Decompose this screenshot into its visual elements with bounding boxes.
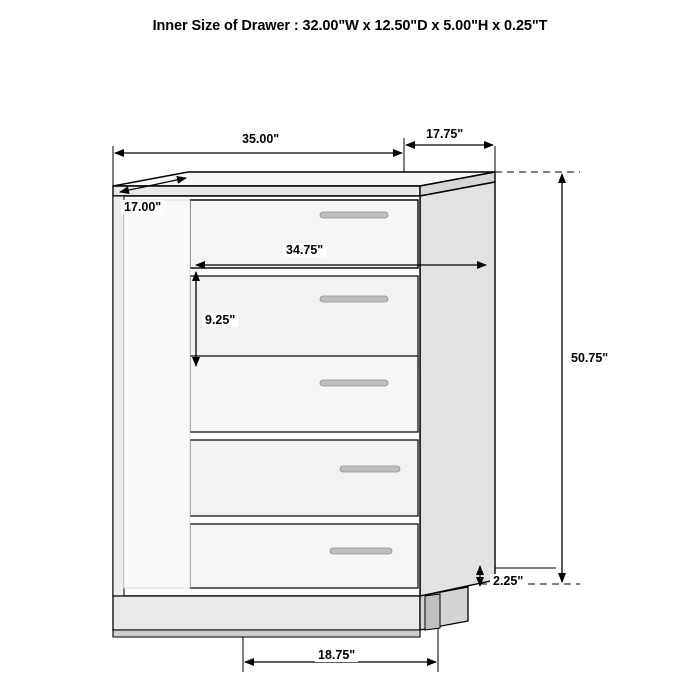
drawer-handle [320,380,388,386]
drawer-handle [340,466,400,472]
dimension-label-base-width: 18.75" [315,648,358,662]
dimension-label-total-height: 50.75" [568,351,611,365]
dimension-label-drawer-height: 9.25" [202,313,238,327]
dimension-label-drawer-width: 34.75" [283,243,326,257]
dimension-label-leg-height: 2.25" [490,574,526,588]
page-title: Inner Size of Drawer : 32.00"W x 12.50"D x 5.00"H x 0.25"T [152,18,548,34]
drawer-handle [330,548,392,554]
dimension-label-top-depth: 17.75" [423,127,466,141]
chest-body [113,172,495,637]
dimension-label-side-depth: 17.00" [121,200,164,214]
base-plinth [113,596,420,630]
drawer-handle [320,296,388,302]
drawer-handle [320,212,388,218]
dimension-label-top-width: 35.00" [239,132,282,146]
